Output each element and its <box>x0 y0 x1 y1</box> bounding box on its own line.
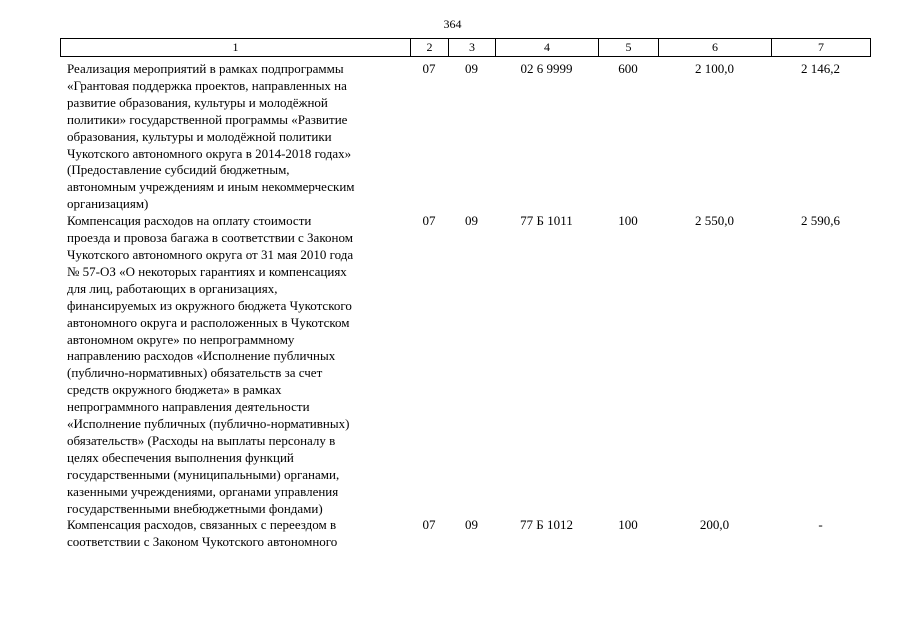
description-line: № 57-ОЗ «О некоторых гарантиях и компенсациях <box>67 263 347 279</box>
description-line: средств окружного бюджета» в рамках <box>67 382 282 398</box>
description-line: Компенсация расходов, связанных с переездом в <box>67 517 337 533</box>
section-code: 07 <box>422 517 436 533</box>
subsection-code: 09 <box>465 61 478 76</box>
description-line: государственными внебюджетными фондами) <box>67 500 323 516</box>
column-header-7: 7 <box>772 39 871 57</box>
description-line: государственными (муниципальными) органами, <box>67 466 340 482</box>
amount-year-1: 200,0 <box>699 517 730 533</box>
table-row <box>60 61 870 213</box>
column-header-2: 2 <box>411 39 449 57</box>
description-line: автономном округе» по непрограммному <box>67 331 295 347</box>
description-line: Реализация мероприятий в рамках подпрограммы <box>67 61 344 76</box>
expense-description <box>60 61 410 213</box>
description-line: проезда и провоза багажа в соответствии с Законом <box>67 230 353 246</box>
description-line: «Грантовая поддержка проектов, направленных на <box>67 77 347 93</box>
description-line: соответствии с Законом Чукотского автономного <box>67 534 338 550</box>
description-line: организациям) <box>67 196 149 212</box>
description-line: образования, культуры и молодёжной политики <box>67 128 332 144</box>
amount-year-2: - <box>818 517 823 533</box>
table-row <box>60 517 870 551</box>
column-header-5: 5 <box>599 39 659 57</box>
description-line: (Предоставление субсидий бюджетным, <box>67 162 290 178</box>
subsection-code: 09 <box>465 213 478 229</box>
expense-type-code: 100 <box>618 517 638 533</box>
amount-year-1: 2 100,0 <box>695 61 734 76</box>
description-line: автономным учреждениям и иным некоммерческим <box>67 179 355 195</box>
target-article-code: 77 Б 1012 <box>520 517 573 533</box>
description-line: направлению расходов «Исполнение публичных <box>67 348 336 364</box>
description-line: Чукотского автономного округа в 2014-2018 годах» <box>67 145 352 161</box>
section-code: 07 <box>422 213 436 229</box>
description-line: для лиц, работающих в организациях, <box>67 280 278 296</box>
description-line: Компенсация расходов на оплату стоимости <box>67 213 312 229</box>
description-line: целях обеспечения выполнения функций <box>67 449 294 465</box>
description-line: развитие образования, культуры и молодёжной <box>67 94 328 110</box>
description-line: политики» государственной программы «Развитие <box>67 111 348 127</box>
description-line: (публично-нормативных) обязательств за счет <box>67 365 323 381</box>
column-header-table <box>60 38 871 57</box>
column-header-1: 1 <box>61 39 411 57</box>
target-article-code: 77 Б 1011 <box>520 213 573 229</box>
expense-description <box>60 517 410 551</box>
amount-year-2: 2 590,6 <box>801 213 840 229</box>
amount-year-1: 2 550,0 <box>695 213 734 229</box>
description-line: финансируемых из окружного бюджета Чукотского <box>67 297 352 313</box>
description-line: непрограммного направления деятельности <box>67 399 310 415</box>
description-line: казенными учреждениями, органами управления <box>67 483 339 499</box>
description-line: автономного округа и расположенных в Чукотском <box>67 314 350 330</box>
subsection-code: 09 <box>465 517 478 533</box>
page-number: 364 <box>443 17 462 31</box>
expense-type-code: 100 <box>618 213 638 229</box>
description-line: Чукотского автономного округа от 31 мая 2010 года <box>67 246 354 262</box>
description-line: обязательств» (Расходы на выплаты персоналу в <box>67 432 336 448</box>
description-line: «Исполнение публичных (публично-нормативных) <box>67 416 350 432</box>
expense-type-code: 600 <box>618 61 638 76</box>
amount-year-2: 2 146,2 <box>801 61 840 76</box>
expense-description <box>60 213 410 517</box>
column-header-3: 3 <box>449 39 496 57</box>
column-header-row <box>61 39 871 57</box>
section-code: 07 <box>422 61 436 76</box>
table-row <box>60 213 870 517</box>
table-body <box>60 61 870 551</box>
column-header-6: 6 <box>659 39 772 57</box>
column-header-4: 4 <box>496 39 599 57</box>
target-article-code: 02 6 9999 <box>520 61 573 76</box>
